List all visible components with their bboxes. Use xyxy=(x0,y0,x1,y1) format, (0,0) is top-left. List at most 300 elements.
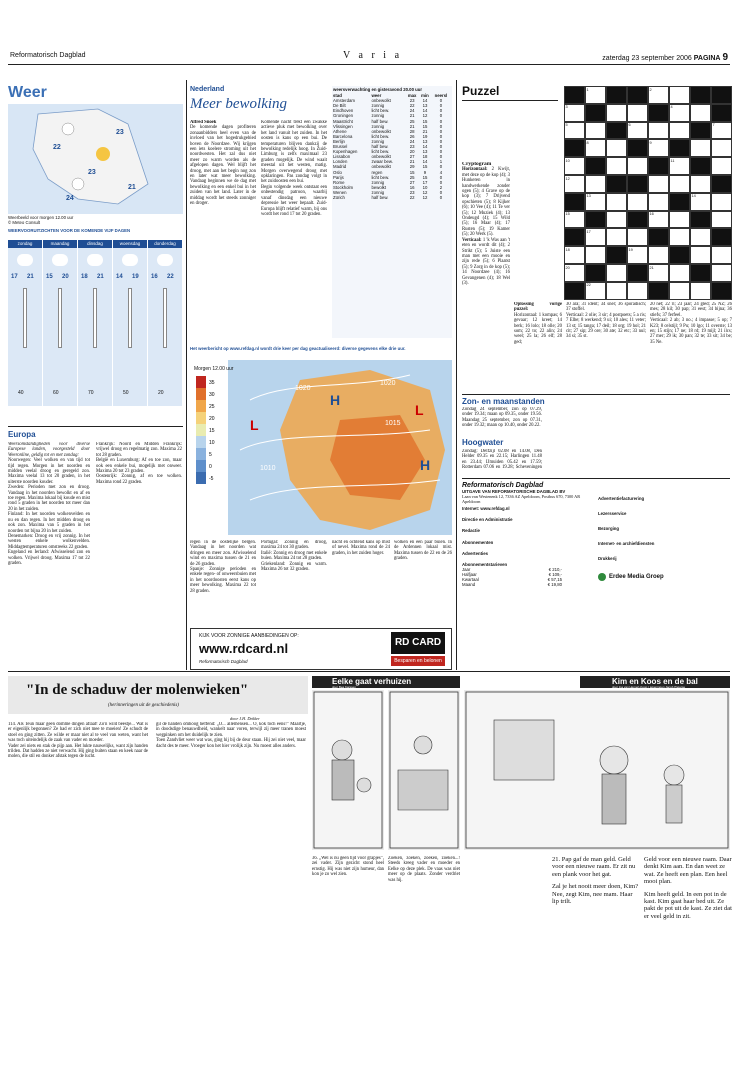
crossword-cell[interactable] xyxy=(711,211,732,229)
crossword-cell[interactable] xyxy=(648,246,669,264)
crossword-block xyxy=(669,193,690,211)
crossword-cell[interactable] xyxy=(648,211,669,229)
table-cell: 25 xyxy=(409,118,415,124)
table-cell: 0 xyxy=(439,103,443,109)
table-cell: 9 xyxy=(423,169,427,175)
crossword-cell[interactable] xyxy=(606,157,627,175)
crossword-cell[interactable] xyxy=(648,139,669,157)
clue-number: 18 xyxy=(565,247,570,252)
ad-url[interactable]: www.rdcard.nl xyxy=(199,641,289,656)
legend-value: 25 xyxy=(209,404,215,410)
table-cell: 0 xyxy=(439,154,443,160)
tarief-price: € 57,15 xyxy=(547,577,562,583)
crossword-cell[interactable] xyxy=(669,211,690,229)
precip-value: 40 xyxy=(18,390,24,396)
forecast-max: 14 xyxy=(116,274,123,280)
precip-value: 50 xyxy=(123,390,129,396)
nederland-title: Meer bewolking xyxy=(190,96,288,112)
table-cell: 24 xyxy=(409,138,415,144)
oplossing-title: Oplossing vorige puzzel: xyxy=(514,302,562,313)
cartoon1-text-col1: 36. „Wel is nu geen tijd voor grapjes”, zei vader. Zijn gezicht stond heel ernstig. Hij was niet zijn humeur, dan kon je zo wel zien. xyxy=(312,856,384,878)
europa-lead: Weersomstandigheden voor diverse Europese landen, voorgesteld door Weeronline, geldig tot en met zondag: xyxy=(8,442,90,458)
thermometer-icon xyxy=(58,288,62,348)
crossword-cell[interactable] xyxy=(627,104,648,122)
tarief-table xyxy=(462,567,562,587)
forecast-min: 22 xyxy=(167,274,174,280)
puzzel-subtitle: Cryptogram xyxy=(462,162,492,167)
crossword-block xyxy=(627,139,648,157)
table-cell: 16 xyxy=(409,184,415,190)
table-cell: 0 xyxy=(439,128,443,134)
crossword-cell[interactable] xyxy=(690,228,711,246)
masthead-paper: Reformatorisch Dagblad xyxy=(10,52,86,59)
table-cell: Oslo xyxy=(333,169,342,175)
legend-value: 35 xyxy=(209,380,215,386)
table-cell: Amsterdam xyxy=(333,98,355,104)
crossword-cell[interactable] xyxy=(690,193,711,211)
crossword-cell[interactable] xyxy=(606,228,627,246)
forecast-day xyxy=(43,240,77,406)
colofon-left xyxy=(462,482,592,662)
cartoon1-author: door Bea Karssen xyxy=(332,685,357,689)
crossword-block xyxy=(606,122,627,140)
table-cell: Madrid xyxy=(333,164,347,170)
map-caption-text: Weerbeeld voor morgen 12.00 uur xyxy=(8,215,74,220)
table-cell: licht bew. xyxy=(371,174,390,180)
cartoon2-poem-col1 xyxy=(552,856,640,1046)
bottom-rule xyxy=(8,671,730,672)
table-cell: 23 xyxy=(409,98,415,104)
clue-number: 8 xyxy=(586,140,589,145)
crossword-cell[interactable] xyxy=(585,122,606,140)
crossword-cell[interactable] xyxy=(606,211,627,229)
crossword-cell[interactable] xyxy=(585,246,606,264)
ad-tagline: Besparen en belonen xyxy=(391,656,445,666)
crossword-cell[interactable] xyxy=(711,157,732,175)
table-cell: 0 xyxy=(439,118,443,124)
table-cell: regen xyxy=(371,169,383,175)
crossword-cell[interactable] xyxy=(711,122,732,140)
column-text: Vader zei niets en stak de pijp aan. Het lukte nauwelijks, want zijn handen trilden. Dat hadden ze niet verwacht. Hij ging buiten staan en keek naar de molen, die stil en donker afstak tegen de lucht. xyxy=(8,743,148,760)
clue-number: 11 xyxy=(670,158,675,163)
verticaal-label: Verticaal: xyxy=(462,237,482,243)
table-cell: 14 xyxy=(422,98,428,104)
table-cell: licht bew. xyxy=(371,108,390,114)
oplossing-v2: Verticaal: 2 ab; 3 no.; 4 impasse; 5 op; 7 K23; 8 celstijl; 9 Pu; 10 lgo; 11 overste; 13 en; 15 stijn; 17 ne; 18 rd; 19 mijl; 21 ilcs; 27 mer; 29 ik; 30 pan; 32 te; 33 sit; 34 be; 35 Ne. xyxy=(650,318,732,345)
europa-text: Finland: In het noorden wolkenvelden en nu en dan regen. In het midden droog en ook zon. Maxima van 5 graden in het noorden tot bijna 20 in het zuiden. xyxy=(8,512,90,534)
crossword-cell[interactable] xyxy=(585,193,606,211)
crossword-cell[interactable] xyxy=(669,86,690,104)
column-author: door J.H. Dekker xyxy=(230,716,260,721)
crossword-cell[interactable] xyxy=(711,193,732,211)
crossword-block xyxy=(711,282,732,300)
masthead-date: zaterdag 23 september 2006 xyxy=(602,55,692,62)
table-cell: 0 xyxy=(439,98,443,104)
clue-number: 5 xyxy=(565,123,568,128)
masthead-rule xyxy=(8,64,730,65)
column-divider xyxy=(456,80,457,670)
poem-stanza: Geld voor een nieuwe raam. Daar denkt Kim aan. En dan weet ze wat. Ze heeft een plan. Een heel mooi plan. xyxy=(644,856,732,886)
crossword-cell[interactable] xyxy=(669,228,690,246)
table-cell: 29 xyxy=(409,164,415,170)
tarief-period: Halfjaar xyxy=(462,571,477,577)
crossword-cell[interactable] xyxy=(585,175,606,193)
table-cell: Stockholm xyxy=(333,184,354,190)
masthead xyxy=(0,50,738,64)
crossword-cell[interactable] xyxy=(669,282,690,300)
crossword-cell[interactable] xyxy=(606,139,627,157)
table-row xyxy=(333,195,451,200)
europa-text: Noorwegen: Veel wolken en van tijd tot tijd regen. Morgen in het noorden en midden veelal droog en geregeld zon. Maxima veelal 13 tot 20 graden, in het uiterste noorden kouder. xyxy=(8,458,90,485)
cloud-icon xyxy=(62,123,74,135)
crossword-block xyxy=(627,175,648,193)
table-cell: zonnig xyxy=(371,123,385,129)
table-cell: 15 xyxy=(422,174,428,180)
table-cell: 15 xyxy=(409,169,415,175)
tarief-period: Kwartaal xyxy=(462,577,479,583)
crossword-cell[interactable] xyxy=(669,157,690,175)
forecast-panel xyxy=(8,228,183,408)
crossword-cell[interactable] xyxy=(585,282,606,300)
cloud-icon xyxy=(52,254,68,266)
europe-map-svg xyxy=(190,360,452,535)
masthead-section: V a r i a xyxy=(343,50,403,61)
crossword-cell[interactable] xyxy=(627,193,648,211)
puzzel-clues-col2 xyxy=(514,302,562,396)
crossword-cell[interactable] xyxy=(564,157,585,175)
table-cell: 17 xyxy=(422,179,428,185)
europa-text: Oostenrijk: Zonnig, af en toe wolken. Maxima rond 22 graden. xyxy=(96,474,182,485)
crossword-cell[interactable] xyxy=(606,193,627,211)
legend-value: 0 xyxy=(209,464,212,470)
crossword-cell[interactable] xyxy=(648,193,669,211)
cartoon2-header xyxy=(580,676,730,688)
clue-number: 14 xyxy=(691,194,696,199)
crossword-cell[interactable] xyxy=(564,104,585,122)
tarief-period: Jaar xyxy=(462,566,471,572)
oplossing-end: 20 net; 22 ri; 23 jaar; 24 gled; 25 NZ; 26 mes; 28 kil; 30 pap; 31 eest; 34 bijna; 36 stiefs; 37 ferfeel. xyxy=(650,302,732,318)
cloud-icon xyxy=(72,178,84,190)
table-cell: bewolkt xyxy=(371,184,387,190)
table-cell: 20 xyxy=(409,149,415,155)
col-header: weer xyxy=(371,93,382,99)
crossword-block xyxy=(690,264,711,282)
netherlands-map-svg xyxy=(8,104,183,214)
crossword-cell[interactable] xyxy=(648,122,669,140)
europa-text: Spanje: Zonnige perioden en enkele regen- of onweersbuien met in het noordoosten eerst kans op meer bewolking. Maxima 22 tot 28 graden. xyxy=(190,567,256,594)
cartoon-drawing xyxy=(388,690,460,850)
column-header xyxy=(8,676,308,714)
table-cell: 18 xyxy=(422,154,428,160)
clue-number: 7 xyxy=(712,123,715,128)
clue-number: 4 xyxy=(670,105,673,110)
cloud-icon xyxy=(87,254,103,266)
crossword-cell[interactable] xyxy=(711,246,732,264)
low-pressure-marker: L xyxy=(415,402,424,418)
crossword-cell[interactable] xyxy=(648,86,669,104)
colofon-right xyxy=(598,482,730,662)
crossword-cell[interactable] xyxy=(690,104,711,122)
crossword-cell[interactable] xyxy=(606,104,627,122)
crossword-cell[interactable] xyxy=(606,264,627,282)
tarief-price: € 109,- xyxy=(548,571,562,577)
table-cell: 13 xyxy=(422,138,428,144)
puzzel-title: Puzzel xyxy=(462,84,500,98)
precip-value: 70 xyxy=(88,390,94,396)
nederland-text: Komende nacht trekt een zwakke actieve pluk met bewolking over het land vanuit het zuiden. In het oosten is kans op een bui. De temperaturen blijven dankzij de bewolking redelijk hoog. In Zuid-Limburg is zelfs maximaal 23 graden mogelijk. De wind waait meestal uit het westen, matig. Morgen overwegend droog met opklaringen. Pas zondag volgt in het zuidoosten een bui. xyxy=(261,120,327,185)
table-cell: 21 xyxy=(409,113,415,119)
precip-value: 60 xyxy=(53,390,59,396)
crossword-cell[interactable] xyxy=(711,139,732,157)
colofon-line[interactable]: Internet: www.refdag.nl xyxy=(462,506,510,512)
crossword-cell[interactable] xyxy=(564,211,585,229)
crossword-block xyxy=(606,246,627,264)
byline: Alfred Snoek xyxy=(190,120,217,125)
weer-map-caption xyxy=(8,215,183,225)
rdcard-ad[interactable] xyxy=(190,628,452,670)
crossword-block xyxy=(669,246,690,264)
legend-value: 30 xyxy=(209,392,215,398)
crossword-block xyxy=(711,104,732,122)
table-cell: 12 xyxy=(422,194,428,200)
nederland-label: Nederland xyxy=(190,86,225,93)
clue-number: 10 xyxy=(565,158,570,163)
crossword-block xyxy=(606,175,627,193)
table-cell: De Bilt xyxy=(333,103,346,109)
horizontaal-clues: 2 Kwijt, met deze op de kop (4); 3 Hunkeren in handwerkende zonder ogen (5); 4 Grave op de kop (3); 7 Drijvend opschieten (5); 8 Kijker (6); 10 Vee (4); 11 Te ver (5); 12 Muziek (4); 13 Ondeugd (4); 15 Wild (5); 16 Maar (4); 17 Rusten (5); 19 Kamer (5); 20 Werk (5). xyxy=(462,167,510,238)
masthead-page-label: PAGINA xyxy=(693,55,721,62)
table-cell: 0 xyxy=(439,138,443,144)
table-cell: zonnig xyxy=(371,103,385,109)
crossword-block xyxy=(648,282,669,300)
table-cell: 13 xyxy=(422,103,428,109)
crossword-cell[interactable] xyxy=(690,139,711,157)
table-cell: Brussel xyxy=(333,144,348,150)
crossword-block xyxy=(564,139,585,157)
tarief-title: Abonnementstarieven xyxy=(462,561,508,567)
europa-col2 xyxy=(96,442,182,678)
crossword-cell[interactable] xyxy=(627,228,648,246)
clue-number: 15 xyxy=(565,212,570,217)
cartoon2-poem-col2 xyxy=(644,856,732,1046)
crossword-cell[interactable] xyxy=(711,264,732,282)
crossword-block xyxy=(564,282,585,300)
table-cell: Kopenhagen xyxy=(333,149,358,155)
thermometer-icon xyxy=(23,288,27,348)
crossword-cell[interactable] xyxy=(585,228,606,246)
crossword-cell[interactable] xyxy=(585,139,606,157)
table-cell: 25 xyxy=(409,174,415,180)
table-cell: Berlijn xyxy=(333,138,345,144)
crossword-cell[interactable] xyxy=(669,104,690,122)
crossword-cell[interactable] xyxy=(564,264,585,282)
table-cell: Eindhoven xyxy=(333,108,354,114)
crossword-block xyxy=(711,175,732,193)
legend-value: 20 xyxy=(209,416,215,422)
crossword-block xyxy=(690,157,711,175)
crossword-cell[interactable] xyxy=(648,175,669,193)
legend-swatch xyxy=(196,472,206,484)
pressure-label: 1010 xyxy=(260,465,276,472)
crossword-block xyxy=(564,228,585,246)
nederland-text: De komende dagen profiteren zonaanbidders heel even van de invloed van het hogedrukgebied boven de Noordzee. Wij krijgen een iets koelere stroming uit het noordwesten. Het zal dus niet meer zo warm worden als de afgelopen dagen. Wel blijft het droog, met aan het begin nog zon en later wat meer bewolking. Vandaag beginnen we de dag met bewolking en een enkel bui in het zuiden van het land. Later in de middag wordt het steeds zonniger en droger. xyxy=(190,125,256,207)
clue-number: 17 xyxy=(586,229,591,234)
column-text: Toen Zandvliet weer wat was, ging hij bij de deur staan. Hij zei niet veel, maar dacht des te meer. Vroeger kon het hier vrolijk zijn. Nu moest alles anders. xyxy=(156,738,306,749)
crossword-cell[interactable] xyxy=(564,246,585,264)
europa-text: Zweden: Perioden met zon en droog. Vandaag in het noorden bewolkt en af en toe regen. Maxima lokaal bij koude en mist rond 5 graden in het noorden tot meer dan 20 in het zuiden. xyxy=(8,485,90,512)
pressure-label: 1020 xyxy=(295,385,311,392)
table-cell: 22 xyxy=(409,194,415,200)
legend-swatch xyxy=(196,400,206,412)
cartoon1-panel xyxy=(388,690,460,850)
table-cell: 1 xyxy=(439,159,443,165)
clue-number: 9 xyxy=(649,140,652,145)
nederland-text: Begin volgende week ontstaat een onbestendig patroon, waarbij vanaf dinsdag een nieuwe depressie het weer bepaalt. Zuid-Europa blijft relatief warm, bij ons wordt het rond 17 tot 20 graden. xyxy=(261,184,327,217)
crossword-cell[interactable] xyxy=(690,246,711,264)
table-cell: 10 xyxy=(422,184,428,190)
crossword-cell[interactable] xyxy=(690,282,711,300)
column-text: 114. Als Teun maar geen domme dingen aflaat! Zo'n wild beestje... Wat is er eigenlijk begonnen? Ze had er zich niet mee te moeien! Ze schudt de stoel en ging zitten. Ze wilde er maar niet al te veel van weten, want het was toch uiteindelijk de zaak van vader en moeder. xyxy=(8,722,148,744)
forecast-min: 19 xyxy=(132,274,139,280)
col-header: stad xyxy=(333,93,342,99)
table-cell: licht bew. xyxy=(371,149,390,155)
legend-swatch xyxy=(196,376,206,388)
clue-number: 12 xyxy=(565,176,570,181)
table-cell: 0 xyxy=(439,144,443,150)
table-cell: 19 xyxy=(422,133,428,139)
forecast-day xyxy=(8,240,42,406)
crossword-cell[interactable] xyxy=(606,282,627,300)
cartoon1-header xyxy=(312,676,460,688)
table-cell: 21 xyxy=(409,159,415,165)
zon-text: Zondag 24 september, zon op 07.29, onder 19.34; maan op 09.35, onder 19.56. Maandag 25 september, zon op 07.31, onder 19.32; maan op 10.40, onder 20.22. xyxy=(462,407,542,429)
oplossing-v: Verticaal: 2 olie; 3 sir; 4 postpoets; 5 a ris; 7 Elbe; 8 werkend; 9 ui; 10 ales; 11 veter; 13 st; 15 tanga; 17 deil; 18 org; 19 hol; 21 cit; 27 sip; 29 ore; 30 ate; 32 etc; 33 nul; 34 si; 35 st. xyxy=(566,312,646,340)
cloud-icon xyxy=(157,254,173,266)
verticaal-clues: 1 'k Was aan 't eten en wordt dit (4); 2 Strikt (5); 5 Juiste een man met een mooie en zijn rede (5); 6 Plaatst (5); 9 Zorg in de kop (5); 14 Noordzee (4); 16 Gevangenen (4); 18 Wel (3). xyxy=(462,237,510,286)
europa-text: Engeland en Ierland: Afwisselend zon en wolken. Vrijwel droog. Maxima 17 tot 22 graden. xyxy=(8,550,90,566)
table-cell: 14 xyxy=(422,144,428,150)
crossword-cell[interactable] xyxy=(564,175,585,193)
legend-swatch xyxy=(196,388,206,400)
crossword-block xyxy=(690,211,711,229)
clue-number: 13 xyxy=(586,194,591,199)
col-header: neersl xyxy=(434,93,448,99)
table-cell: 23 xyxy=(409,189,415,195)
nederland-footer: Het weerbericht op www.refdag.nl wordt drie keer per dag geactualiseerd: diverse gegevens elke drie uur. xyxy=(190,346,406,351)
table-cell: 23 xyxy=(409,144,415,150)
forecast-day xyxy=(78,240,112,406)
column-subhead: (herinneringen uit de geschiedenis) xyxy=(108,703,179,708)
puzzel-rule xyxy=(462,100,558,101)
colofon-right-line: Drukkerij xyxy=(598,556,617,562)
colofon-line: Redactie xyxy=(462,528,480,534)
horizontaal-label: Horizontaal: xyxy=(462,167,488,173)
crossword-block xyxy=(564,193,585,211)
crossword-block xyxy=(669,139,690,157)
europe-weather-map xyxy=(190,360,452,535)
crossword-cell[interactable] xyxy=(585,86,606,104)
europa-text: Italië: Zonnig en droog met enkele buien. Maxima 24 tot 28 graden. xyxy=(261,550,327,562)
cartoon1-title: Eelke gaat verhuizen xyxy=(332,677,412,686)
masthead-page-number: 9 xyxy=(722,52,728,63)
colofon-sub: UITGAVE VAN REFORMATORISCHE DAGBLAD BV xyxy=(462,489,566,494)
zon-rule xyxy=(462,394,730,395)
map-credit-text: © Meteo Consult xyxy=(8,220,41,226)
table-cell: 24 xyxy=(409,108,415,114)
crossword-block xyxy=(585,157,606,175)
colofon-line: Directie en Administratie xyxy=(462,517,513,523)
table-cell: onbewolkt xyxy=(371,154,391,160)
crossword-cell[interactable] xyxy=(669,264,690,282)
europa-text: Griekenland: Zonnig en warm. Maxima 26 tot 32 graden. xyxy=(261,561,327,573)
cartoon2-title: Kim en Koos en de bal xyxy=(612,677,698,686)
thermometer-icon xyxy=(163,288,167,348)
crossword-cell[interactable] xyxy=(627,246,648,264)
table-cell: 21 xyxy=(422,128,428,134)
erdee-icon xyxy=(598,573,606,581)
table-cell: 0 xyxy=(439,174,443,180)
crossword-block xyxy=(627,86,648,104)
crossword-cell[interactable] xyxy=(627,157,648,175)
crossword-block xyxy=(648,228,669,246)
clue-number: 6 xyxy=(628,123,631,128)
thermometer-icon xyxy=(93,288,97,348)
crossword-cell[interactable] xyxy=(690,175,711,193)
crossword-cell[interactable] xyxy=(669,122,690,140)
table-cell: half bew. xyxy=(371,194,389,200)
clue-number: 21 xyxy=(649,265,654,270)
poem-stanza: 21. Pap gaf de man geld. Geld voor een nieuwe raam. Er zit nu een plank voor het gat. xyxy=(552,856,636,878)
crossword-cell[interactable] xyxy=(669,175,690,193)
weer-title: Weer xyxy=(8,84,47,101)
table-cell: half bew. xyxy=(371,118,389,124)
europa-text: wolken en een paar buien. In de Ardennen lokaal mist. Maxima tussen de 22 en de 26 graden. xyxy=(394,540,452,562)
europa-rule xyxy=(8,426,183,427)
europa-cont-col2 xyxy=(261,540,327,624)
table-cell: zwaar bew. xyxy=(371,159,393,165)
low-pressure-marker: L xyxy=(250,417,259,433)
colofon-right-line: Advertentiefacturering xyxy=(598,496,645,501)
forecast-min: 21 xyxy=(97,274,104,280)
crossword-cell[interactable] xyxy=(627,122,648,140)
table-cell: zonnig xyxy=(371,189,385,195)
table-cell: onbewolkt xyxy=(371,98,391,104)
table-cell: 0 xyxy=(439,179,443,185)
crossword-block xyxy=(585,264,606,282)
temp-label: 23 xyxy=(88,169,96,176)
colofon-right-line: Bezorging xyxy=(598,526,620,532)
crossword-grid[interactable] xyxy=(564,86,734,300)
map-legend-panel xyxy=(190,360,228,535)
crossword-cell[interactable] xyxy=(564,122,585,140)
crossword-cell[interactable] xyxy=(648,264,669,282)
table-cell: zonnig xyxy=(371,179,385,185)
table-cell: zonnig xyxy=(371,138,385,144)
precip-value: 20 xyxy=(158,390,164,396)
crossword-block xyxy=(648,157,669,175)
nederland-col2 xyxy=(261,120,327,340)
cloud-icon xyxy=(17,254,33,266)
temp-label: 21 xyxy=(128,184,136,191)
weather-table xyxy=(332,86,452,338)
puzzel-clues-col3 xyxy=(566,302,646,396)
temp-label: 22 xyxy=(53,144,61,151)
tarief-price: € 19,80 xyxy=(547,582,562,588)
colofon-rule xyxy=(462,478,730,479)
column-text-col2 xyxy=(156,722,306,1042)
crossword-cell[interactable] xyxy=(627,282,648,300)
table-cell: zonnig xyxy=(371,113,385,119)
